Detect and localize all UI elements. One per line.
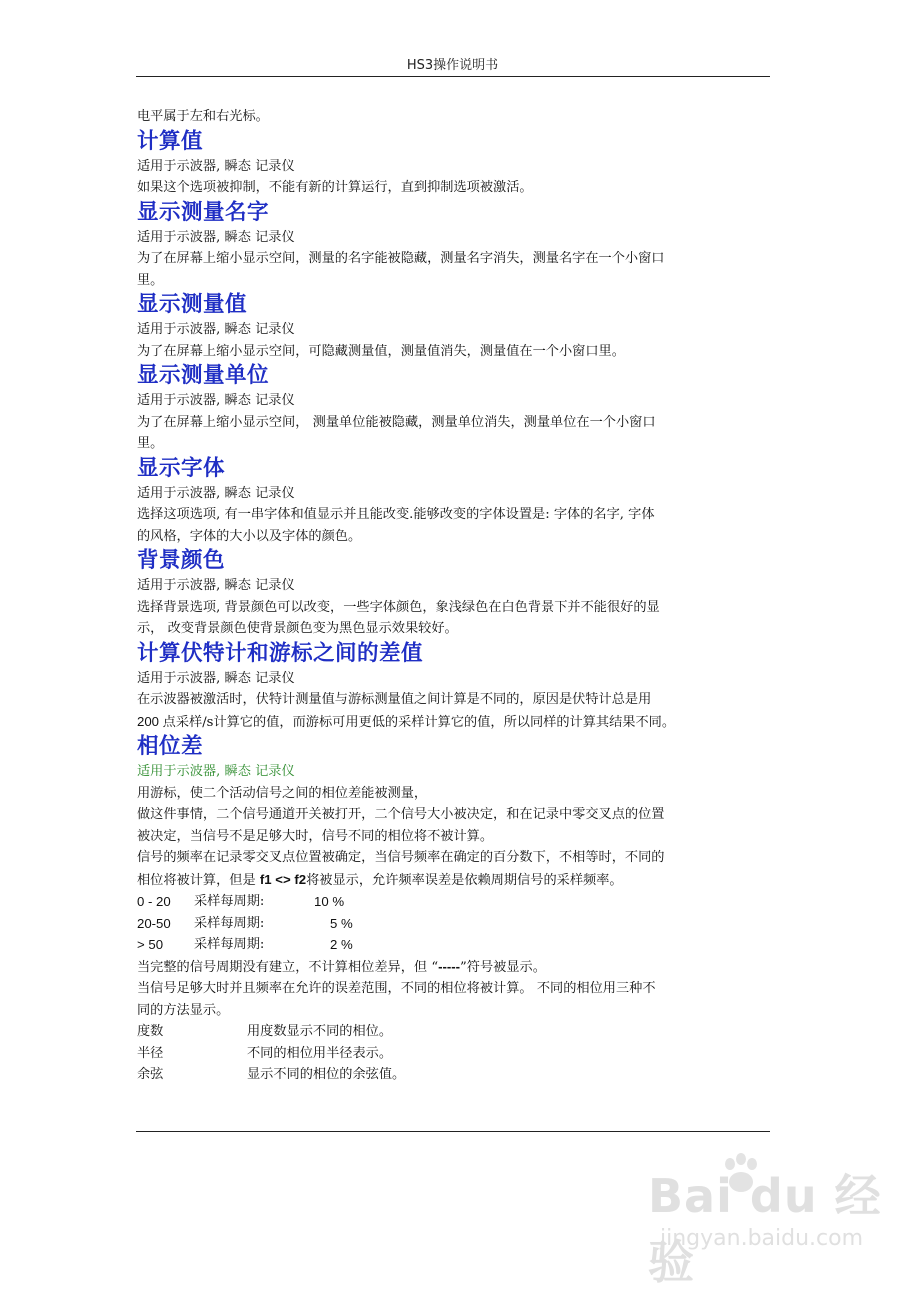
watermark-url: jingyan.baidu.com xyxy=(660,1226,864,1251)
section-body-line xyxy=(137,711,773,734)
section-heading-background-color: 背景颜色 xyxy=(137,548,226,573)
section-body-line: 在示波器被激活时，伏特计测量值与游标测量值之间计算是不同的，原因是伏特计总是用 xyxy=(137,692,652,707)
table-row xyxy=(137,891,773,913)
applies-to-text: 适用于示波器, 瞬态 记录仪 xyxy=(137,322,295,337)
sample-tolerance-table xyxy=(137,891,773,956)
applies-to-text: 适用于示波器, 瞬态 记录仪 xyxy=(137,485,295,501)
list-item xyxy=(137,1043,773,1065)
section-body-line: 里。 xyxy=(137,272,164,288)
applies-to-text: 适用于示波器, 瞬态 记录仪 xyxy=(137,393,295,408)
applies-to-text: 适用于示波器, 瞬态 记录仪 xyxy=(137,229,295,245)
section-body-line: 示， 改变背景颜色使背景颜色变为黑色显示效果较好。 xyxy=(137,621,458,636)
section-body-line: 被决定，当信号不是足够大时，信号不同的相位将不被计算。 xyxy=(137,828,494,844)
section-body-line: 同的方法显示。 xyxy=(137,1002,230,1018)
f1-f2-indicator: f1 <> f2 xyxy=(259,871,307,887)
watermark-logo-text: Bai du 经验 xyxy=(648,1169,882,1289)
section-body-line: 为了在屏幕上缩小显示空间， 测量单位能被隐藏，测量单位消失，测量单位在一个小窗口 xyxy=(137,414,656,430)
section-heading-show-measure-name: 显示测量名字 xyxy=(137,199,270,225)
label-cell: 采样每周期: xyxy=(194,915,265,931)
mode-description: 用度数显示不同的相位。 xyxy=(247,1024,393,1039)
value-cell: 10 % xyxy=(314,894,345,909)
section-heading-voltmeter-cursor-diff: 计算伏特计和游标之间的差值 xyxy=(137,640,424,666)
sample-rate-number: 200 xyxy=(137,713,163,729)
phase-display-modes xyxy=(137,1021,773,1086)
applies-to-text: 适用于示波器, 瞬态 记录仪 xyxy=(137,158,295,174)
range-cell: 20-50 xyxy=(137,915,171,931)
intro-text: 电平属于左和右光标。 xyxy=(137,109,269,124)
value-cell: 5 % xyxy=(330,915,353,931)
document-content xyxy=(137,106,773,1086)
mode-name: 半径 xyxy=(137,1045,164,1061)
table-row xyxy=(137,934,773,956)
section-heading-calc-value: 计算值 xyxy=(137,128,204,154)
section-body-line: 的风格，字体的大小以及字体的颜色。 xyxy=(137,528,362,544)
mode-name: 余弦 xyxy=(137,1067,164,1082)
section-body-line: 里。 xyxy=(137,436,164,451)
section-heading-show-font: 显示字体 xyxy=(137,455,226,481)
label-cell: 采样每周期: xyxy=(194,937,265,952)
body-text: 相位将被计算，但是 xyxy=(137,872,260,888)
applies-to-text: 适用于示波器, 瞬态 记录仪 xyxy=(137,578,295,593)
section-body-line xyxy=(137,869,773,892)
table-row xyxy=(137,913,773,935)
mode-description: 不同的相位用半径表示。 xyxy=(247,1045,393,1061)
section-body-text: 点采样/s计算它的值，而游标可用更低的采样计算它的值，所以同样的计算其结果不同。 xyxy=(162,714,676,730)
section-body-line: 为了在屏幕上缩小显示空间，测量的名字能被隐藏，测量名字消失，测量名字在一个小窗口 xyxy=(137,251,665,266)
section-heading-show-measure-value: 显示测量值 xyxy=(137,292,248,317)
body-text: 当完整的信号周期没有建立，不计算相位差异，但 “ xyxy=(137,959,439,975)
section-body: 为了在屏幕上缩小显示空间，可隐藏测量值，测量值消失，测量值在一个小窗口里。 xyxy=(137,343,625,359)
section-body: 用游标，使二个活动信号之间的相位差能被测量， xyxy=(137,785,428,801)
section-body-line: 当信号足够大时并且频率在允许的误差范围，不同的相位将被计算。 不同的相位用三种不 xyxy=(137,981,656,996)
section-body-line: 选择背景选项, 背景颜色可以改变，一些字体颜色，象浅绿色在白色背景下并不能很好的显 xyxy=(137,599,660,615)
label-cell: 采样每周期: xyxy=(194,894,265,909)
dash-symbol: ----- xyxy=(438,958,461,974)
section-heading-show-measure-unit: 显示测量单位 xyxy=(137,363,270,388)
section-body-line xyxy=(137,956,773,979)
page-header-title: HS3操作说明书 xyxy=(406,58,499,73)
body-text: 将被显示，允许频率误差是依赖周期信号的采样频率。 xyxy=(306,872,623,888)
mode-name: 度数 xyxy=(137,1024,164,1039)
applies-to-text: 适用于示波器, 瞬态 记录仪 xyxy=(137,670,295,686)
section-body-line: 做这件事情，二个信号通道开关被打开，二个信号大小被决定，和在记录中零交叉点的位置 xyxy=(137,807,665,822)
list-item xyxy=(137,1021,773,1043)
baidu-watermark xyxy=(648,1150,888,1289)
section-body: 如果这个选项被抑制，不能有新的计算运行，直到抑制选项被激活。 xyxy=(137,180,533,195)
range-cell: > 50 xyxy=(137,937,164,952)
applies-to-text: 适用于示波器, 瞬态 记录仪 xyxy=(137,764,295,779)
range-cell: 0 - 20 xyxy=(137,894,171,909)
section-body-line: 选择这项选项, 有一串字体和值显示并且能改变.能够改变的字体设置是: 字体的名字, 字体 xyxy=(137,507,655,522)
section-body-line: 信号的频率在记录零交叉点位置被确定，当信号频率在确定的百分数下，不相等时，不同的 xyxy=(137,850,665,865)
mode-description: 显示不同的相位的余弦值。 xyxy=(247,1067,406,1082)
body-text: ”符号被显示。 xyxy=(460,959,546,975)
section-heading-phase-difference: 相位差 xyxy=(137,734,204,759)
value-cell: 2 % xyxy=(330,937,353,952)
header-rule xyxy=(136,76,770,77)
footer-rule xyxy=(136,1131,770,1132)
list-item xyxy=(137,1064,773,1086)
